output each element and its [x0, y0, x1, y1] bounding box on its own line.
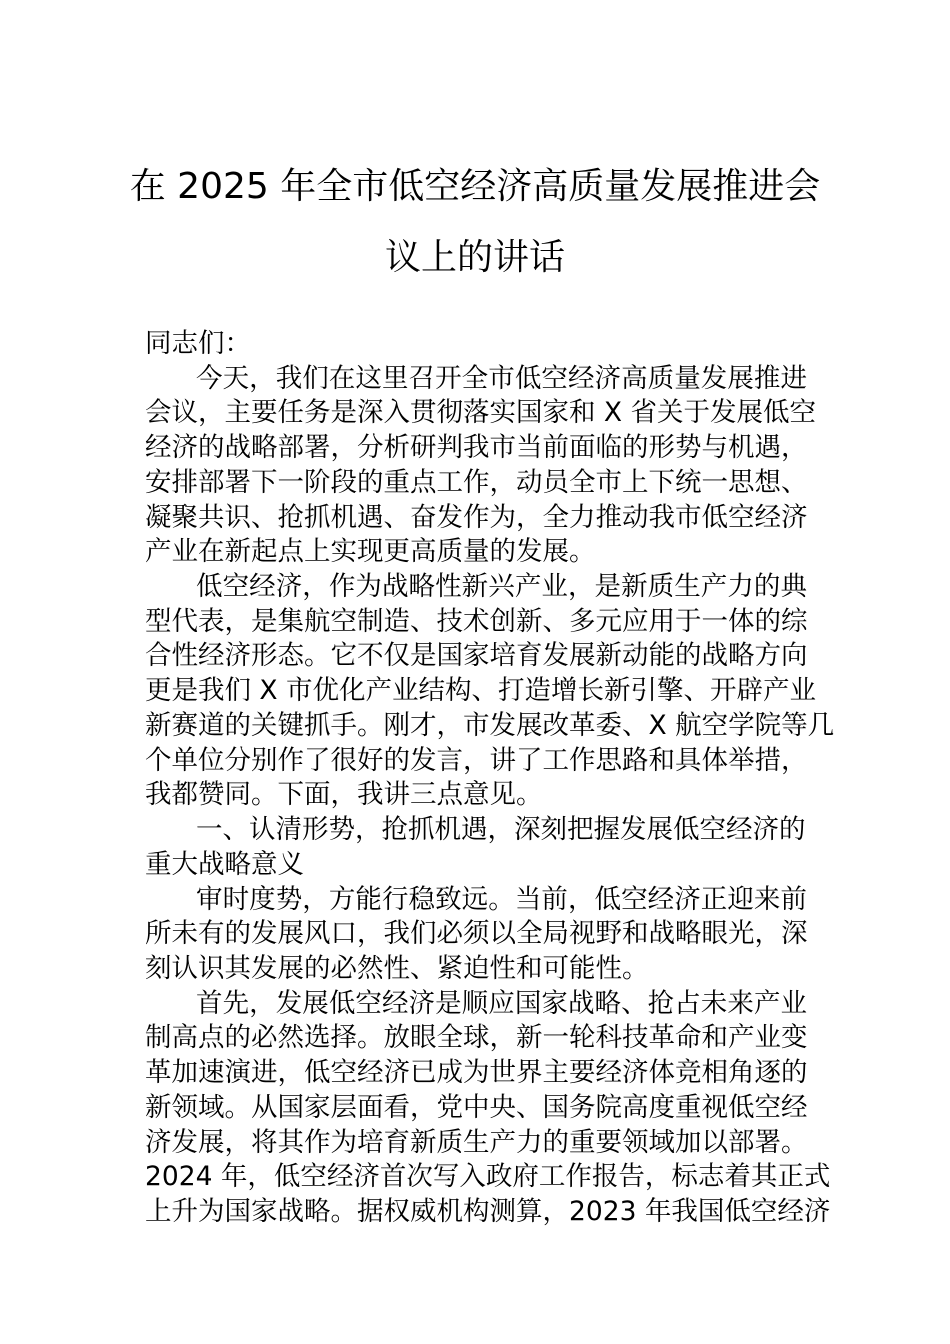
text-line: 会议，主要任务是深入贯彻落实国家和 X 省关于发展低空 — [145, 397, 817, 429]
text-line: 2024 年，低空经济首次写入政府工作报告，标志着其正式 — [145, 1161, 831, 1193]
text-line: 低空经济，作为战略性新兴产业，是新质生产力的典 — [196, 571, 807, 603]
text-line: 一、认清形势，抢抓机遇，深刻把握发展低空经济的 — [196, 814, 806, 846]
text-line: 产业在新起点上实现更高质量的发展。 — [145, 536, 596, 568]
text-line: 今天，我们在这里召开全市低空经济高质量发展推进 — [196, 362, 807, 394]
paragraph — [145, 570, 835, 813]
text-line: 同志们： — [145, 328, 251, 359]
text-line: 上升为国家战略。据权威机构测算，2023 年我国低空经济 — [145, 1195, 831, 1227]
document-title-line-1: 在 2025 年全市低空经济高质量发展推进会 — [129, 166, 821, 207]
text-line: 我都赞同。下面，我讲三点意见。 — [145, 779, 543, 811]
text-line: 经济的战略部署，分析研判我市当前面临的形势与机遇， — [145, 432, 808, 464]
text-line: 审时度势，方能行稳致远。当前，低空经济正迎来前 — [196, 883, 807, 915]
text-line: 济发展，将其作为培育新质生产力的重要领域加以部署。 — [145, 1126, 808, 1158]
section-heading — [145, 813, 807, 882]
paragraph — [145, 883, 807, 987]
paragraph — [145, 362, 817, 570]
text-line: 型代表，是集航空制造、技术创新、多元应用于一体的综 — [145, 605, 808, 637]
text-line: 凝聚共识、抢抓机遇、奋发作为，全力推动我市低空经济 — [145, 501, 808, 533]
text-line: 更是我们 X 市优化产业结构、打造增长新引擎、开辟产业 — [145, 675, 817, 707]
text-line: 所未有的发展风口，我们必须以全局视野和战略眼光，深 — [145, 918, 808, 950]
text-line: 重大战略意义 — [145, 848, 304, 880]
text-line: 个单位分别作了很好的发言，讲了工作思路和具体举措， — [145, 744, 808, 776]
text-line: 革加速演进，低空经济已成为世界主要经济体竞相角逐的 — [145, 1057, 808, 1089]
text-line: 新领域。从国家层面看，党中央、国务院高度重视低空经 — [145, 1091, 808, 1123]
text-line: 合性经济形态。它不仅是国家培育发展新动能的战略方向 — [145, 640, 808, 672]
salutation — [145, 327, 807, 362]
text-line: 安排部署下一阶段的重点工作，动员全市上下统一思想、 — [145, 466, 808, 498]
text-line: 新赛道的关键抓手。刚才，市发展改革委、X 航空学院等几 — [145, 709, 835, 741]
text-line: 制高点的必然选择。放眼全球，新一轮科技革命和产业变 — [145, 1022, 808, 1054]
text-line: 刻认识其发展的必然性、紧迫性和可能性。 — [145, 952, 649, 984]
text-line: 首先，发展低空经济是顺应国家战略、抢占未来产业 — [196, 987, 807, 1019]
document-body — [145, 327, 835, 1230]
document-title-line-2: 议上的讲话 — [384, 237, 565, 278]
paragraph — [145, 987, 831, 1230]
